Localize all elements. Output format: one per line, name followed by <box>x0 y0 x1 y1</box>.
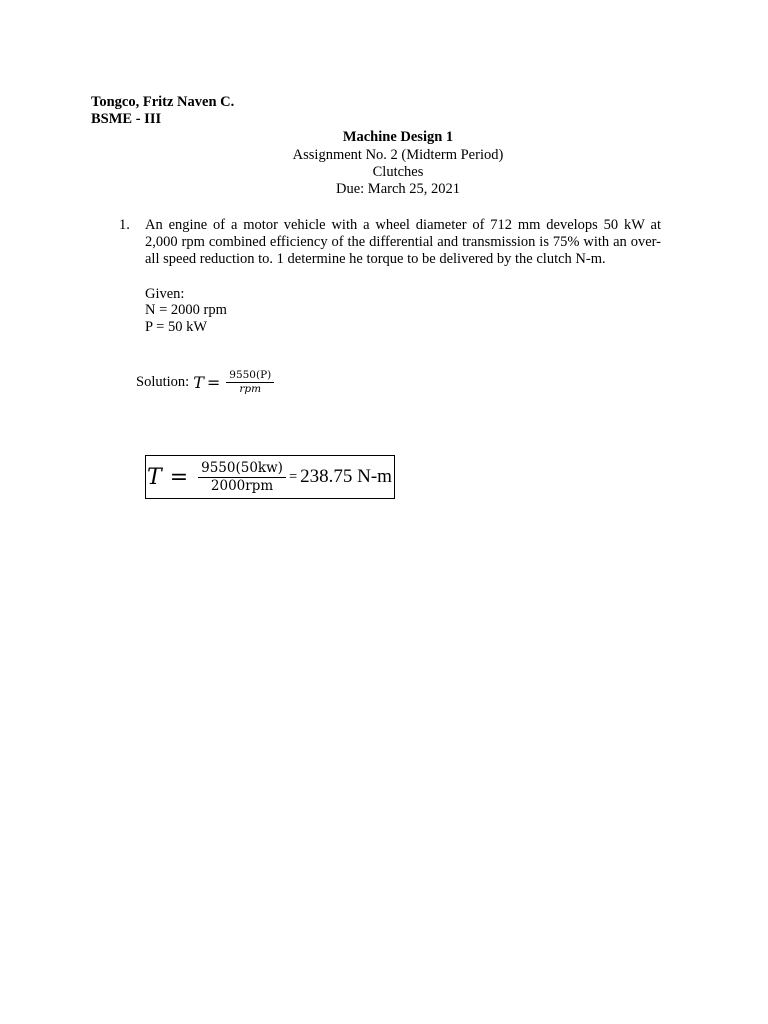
solution-label: Solution: <box>136 374 190 391</box>
assignment-title: Assignment No. 2 (Midterm Period) <box>292 147 504 163</box>
given-label: Given: <box>145 286 185 302</box>
answer-numerator: 9550(50kw) <box>198 460 286 478</box>
subject-title: Machine Design 1 <box>342 129 454 145</box>
due-date: Due: March 25, 2021 <box>335 181 461 197</box>
answer-denominator: 2000rpm <box>210 477 274 494</box>
answer-equals: = <box>169 464 189 490</box>
student-name: Tongco, Fritz Naven C. <box>91 94 235 110</box>
problem-statement: An engine of a motor vehicle with a wheel diameter of 712 mm develops 50 kW at 2,000 rpm combined efficiency of the differential and transmission is 75% with an over-all speed reduction to. 1 determine he torque to be delivered by the clutch N-m. <box>145 217 661 267</box>
student-course: BSME - III <box>91 111 162 127</box>
answer-fraction <box>198 460 286 495</box>
given-item-rpm: N = 2000 rpm <box>145 302 227 318</box>
given-item-power: P = 50 kW <box>145 319 208 335</box>
answer-result-value: 238.75 N-m <box>300 466 392 487</box>
answer-result-equals: = <box>288 468 298 485</box>
solution-formula <box>136 369 274 396</box>
formula-equals: = <box>206 373 221 393</box>
topic-title: Clutches <box>372 164 424 180</box>
formula-numerator: 9550(P) <box>226 369 274 383</box>
answer-box <box>145 455 395 499</box>
answer-symbol: T <box>147 464 162 490</box>
formula-symbol: T <box>193 373 204 393</box>
formula-denominator: rpm <box>239 383 262 396</box>
problem-number: 1. <box>119 217 130 233</box>
formula-fraction <box>226 369 274 396</box>
